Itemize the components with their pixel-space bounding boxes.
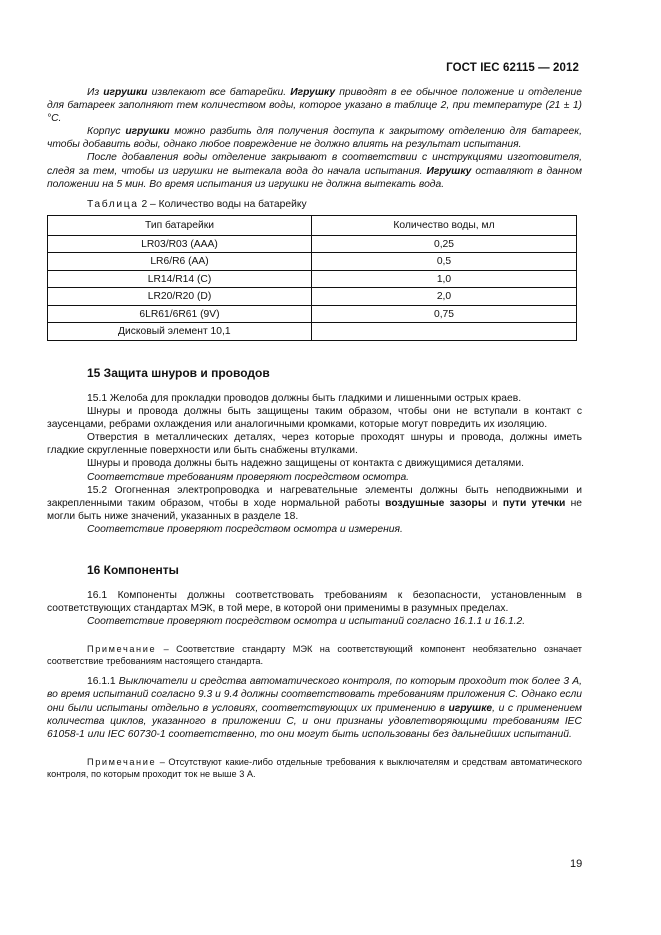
table-cell: 0,5 (312, 253, 577, 271)
paragraph-compliance-inspection: Соответствие требованиям проверяют посредством осмотра. (87, 471, 410, 483)
table-cell: LR14/R14 (C) (48, 270, 312, 288)
table-cell: LR20/R20 (D) (48, 288, 312, 306)
table-row (48, 288, 577, 306)
battery-water-table (47, 215, 577, 341)
table-row (48, 323, 577, 341)
section-15-heading: 15 Защита шнуров и проводов (87, 365, 270, 380)
paragraph-cords-protect: Шнуры и провода должны быть защищены таким образом, чтобы они не вступали в контакт с заусенцами, ребрами охлаждения или аналогичными кромками, которые могут повредить их изоляцию. (47, 406, 582, 431)
table-cell: LR03/R03 (AAA) (48, 235, 312, 253)
table-header-cell: Количество воды, мл (312, 215, 577, 235)
page-number: 19 (570, 858, 583, 870)
table-header-row (48, 215, 577, 235)
paragraph-case-break: Корпус игрушки можно разбить для получения доступа к закрытому отделению для батареек, чтобы добавить воды, однако любое повреждение не должно влиять на результат испытания. (47, 126, 582, 151)
table-row (48, 253, 577, 271)
table-cell: 0,75 (312, 305, 577, 323)
paragraph-holes: Отверстия в металлических деталях, через которые проходят шнуры и провода, должны иметь гладкие скругленные поверхности или быть снабжены втулками. (47, 432, 582, 457)
table-caption: Таблица 2 – Количество воды на батарейку (87, 198, 307, 210)
table-cell: 1,0 (312, 270, 577, 288)
note-switches: Примечание – Отсутствуют какие-либо отдельные требования к выключателям и средствам автоматического контроля, по которым проходит ток не выше 3 А. (47, 756, 582, 779)
table-cell: Дисковый элемент 10,1 (48, 323, 312, 341)
paragraph-after-water: После добавления воды отделение закрывают в соответствии с инструкциями изготовителя, следя за тем, чтобы из игрушки не вытекала вода до начала испытания. Игрушку оставляют в данном положении на 5 мин. Во время испытания из игрушки не должна вытекать вода. (47, 152, 583, 190)
term-toy: Игрушку (290, 87, 336, 98)
table-row (48, 270, 577, 288)
term-toy: Игрушку (426, 165, 472, 177)
term-toy: игрушке (448, 702, 493, 714)
paragraph-compliance-tests: Соответствие проверяют посредством осмотра и испытаний согласно 16.1.1 и 16.1.2. (87, 616, 526, 628)
table-header-cell: Тип батарейки (48, 215, 312, 235)
table-cell (312, 323, 577, 341)
paragraph-water-fill: Из игрушки извлекают все батарейки. Игрушку приводят в ее обычное положение и отделение для батареек заполняют тем количеством воды, которое указано в таблице 2, при температуре (21 ± 1) °С. (47, 87, 582, 125)
term-clearances: воздушные зазоры (385, 497, 487, 509)
table-cell: LR6/R6 (AA) (48, 253, 312, 271)
term-toy: игрушки (125, 126, 170, 138)
note-iec-compliance: Примечание – Соответствие стандарту МЭК на соответствующий компонент необязательно означает соответствие требованиям настоящего стандарта. (47, 644, 582, 667)
paragraph-16-1: 16.1 Компоненты должны соответствовать требованиям к безопасности, установленным в соответствующих стандартах МЭК, в той мере, в которой они применимы в разумных пределах. (47, 590, 582, 615)
paragraph-compliance-measure: Соответствие проверяют посредством осмотра и измерения. (87, 523, 403, 535)
term-toy: игрушки (103, 87, 148, 98)
table-cell: 2,0 (312, 288, 577, 306)
table-cell: 6LR61/6R61 (9V) (48, 305, 312, 323)
paragraph-moving-parts: Шнуры и провода должны быть надежно защищены от контакта с движущимися деталями. (87, 458, 524, 470)
term-creepage: пути утечки (502, 497, 566, 509)
paragraph-15-1: 15.1 Желоба для прокладки проводов должны быть гладкими и лишенными острых краев. (87, 392, 522, 404)
page-content (47, 86, 582, 780)
paragraph-15-2: 15.2 Огогненная электропроводка и нагревательные элементы должны быть неподвижными и закрепленными таким образом, чтобы в ходе нормальной работы воздушные зазоры и пути утечки не могли быть ниже значений, указанных в разделе 18. (47, 484, 582, 522)
section-16-heading: 16 Компоненты (87, 562, 179, 577)
table-row (48, 305, 577, 323)
table-cell: 0,25 (312, 235, 577, 253)
paragraph-16-1-1: 16.1.1 Выключатели и средства автоматического контроля, по которым проходит ток более 3 А, во время испытаний согласно 9.3 и 9.4 должны соответствовать требованиям приложения С. Однако если они были испытаны отдельно в условиях, соответствующих их применению в игрушке, и с применением количества циклов, указанного в приложении С, и они признаны удовлетворяющими требованиям IEC 61058-1 или IEC 60730-1 соответственно, то они могут быть использованы без дальнейших испытаний. (47, 676, 582, 740)
table-row (48, 235, 577, 253)
document-header: ГОСТ IEC 62115 — 2012 (446, 62, 579, 74)
